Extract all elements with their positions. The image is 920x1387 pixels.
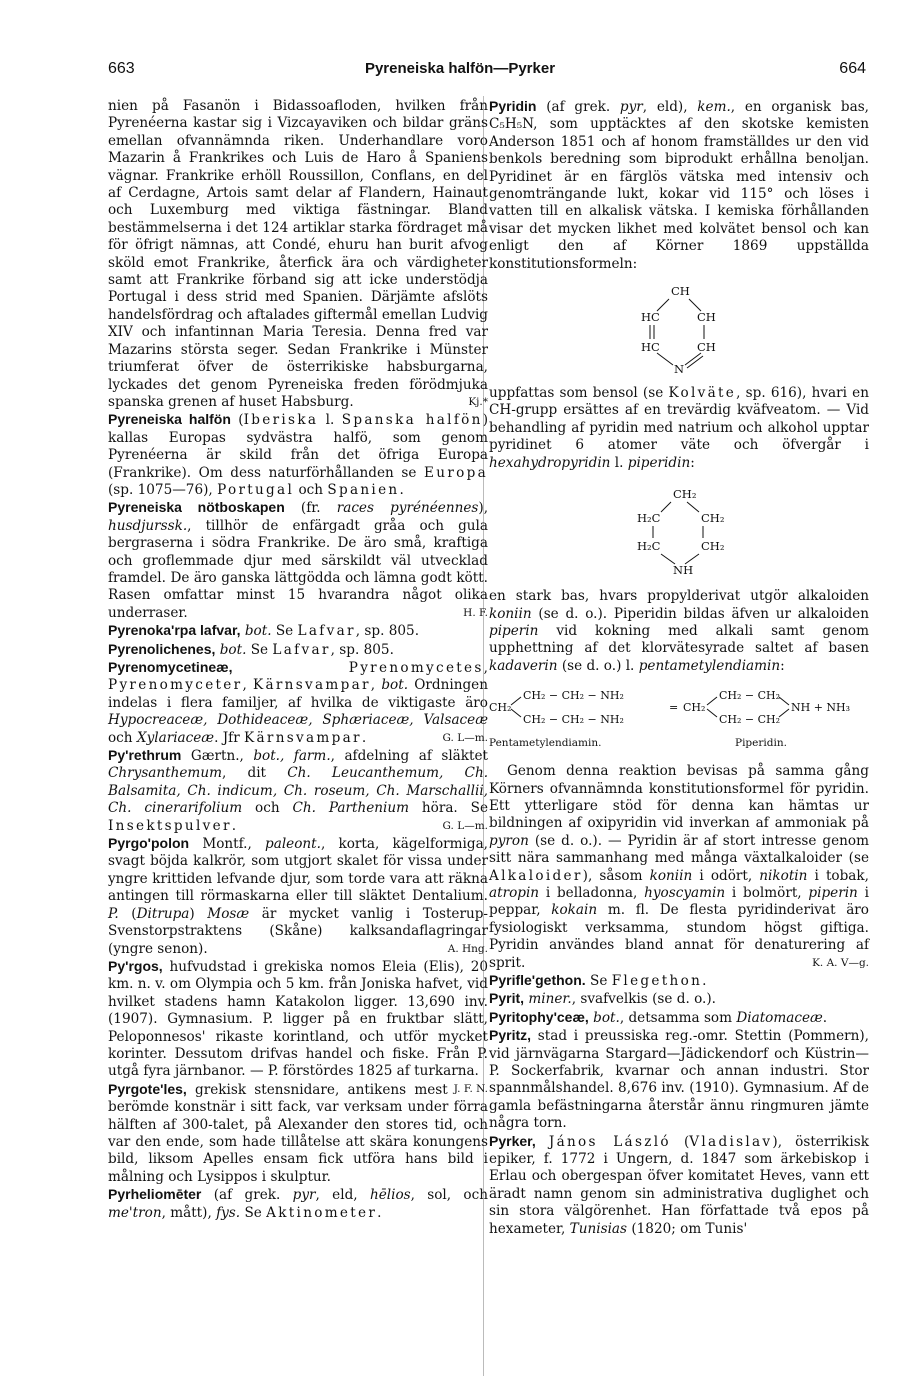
eq-equals: = (669, 701, 679, 715)
pip-atom-upper-left: H₂C (637, 511, 661, 526)
eq-right-upper: CH₂ − CH₂ (719, 689, 781, 703)
page-number-left: 663 (108, 60, 135, 77)
entry-pyrethrum: Py'rethrum Gærtn., bot., farm., afdelning af släktet Chrysanthemum, dit Ch. Leucanthemum, Ch. Balsamita, Ch. indicum, Ch. roseum, Ch. Marschallii, Ch. cinerarifolium och Ch. Parthenium höra. Se Insektspulver. G. L—m. (108, 747, 489, 834)
eq-left-prefix: CH₂ (489, 701, 512, 715)
left-column (108, 98, 488, 1222)
entry-pyrenomycetineae: Pyrenomycetineæ, Pyrenomycetes, Pyrenomyceter, Kärnsvampar, bot. Ordningen indelas i flera familjer, af hvilka de viktigaste äro Hypocreaceæ, Dothideaceæ, Sphæriaceæ, Valsaceæ och Xylariaceæ. Jfr Kärnsvampar. G. L—m. (108, 659, 488, 746)
entry-pyreneiska-halfon: Pyreneiska halfön (Iberiska l. Spanska halfön) kallas Europas sydvästra halfö, som genom Pyrenéerna är skild från det öfriga Europa (Frankrike). Om dess naturförhållanden se Europa (sp. 1075—76), Portugal och Spanien. (108, 411, 489, 498)
entry-pyritophyceae: Pyritophy'ceæ, bot., detsamma som Diatomaceæ. (489, 1008, 828, 1026)
page-number-right: 664 (839, 60, 866, 77)
pip-atom-bottom: NH (673, 563, 694, 578)
entry-pyrgos: Py'rgos, hufvudstad i grekiska nomos Eleia (Elis), 20 km. n. v. om Olympia och 5 km. från Joniska hafvet, vid hvilket stadens hamn Katakolon ligger. 13,690 inv. (1907). Gymnasium. P. ligger på en fruktbar slätt, Peloponnesos' rikaste korintland, och utför mycket korinter. Dessutom drifvas handel och fiske. Från P. utgå fyra järnbanor. — P. förstördes 1825 af turkarna. J. F. N. (108, 957, 488, 1095)
entry-pyrker: Pyrker, János László (Vladislav), österrikisk epiker, f. 1772 i Ungern, d. 1847 som ärkebiskop i Erlau och obergespan öfver komitatet Heves, vann ett äradt namn genom sin administrativa duglighet och sin stora välgörenhet. Han författade två epos på hexameter, Tunisias (1820; om Tunis' (489, 1132, 869, 1237)
entry-pyrgoteles: Pyrgote'les, grekisk stensnidare, antikens mest berömde konstnär i sitt fack, var verksam under förra hälften af 300-talet, på Alexander den stores tid, och var den ende, som hade tillåtelse att skära konungens bild, liksom Apelles ensam fick utföra hans bild i målning och Lysippos i skulptur. (108, 1080, 488, 1185)
ring-atom-upper-right: CH (697, 310, 716, 325)
pip-atom-top: CH₂ (673, 487, 697, 502)
ring-atom-top: CH (671, 284, 690, 299)
running-title: Pyreneiska halfön—Pyrker (364, 60, 556, 77)
entry-continuation: nien på Fasanön i Bidassoafloden, hvilken från Pyrenéerna kastar sig i Vizcayaviken och bildar gräns emellan ofvannämnda riken. Underhandlare voro Mazarin å Frankrikes och Luis de Haro å Spaniens vägnar. Frankrike erhöll Roussillon, Conflans, en del af Cerdagne, Artois samt delar af Flandern, Hainaut och Luxemburg med viktiga fästningar. Bland bestämmelserna i det 124 artiklar starka fördraget må för öfrigt nämnas, att Condé, ehuru han burit afvog sköld emot Frankrike, återfick ära och värdigheter samt att Frankrike förband sig att icke understödja Portugal i dess strid med Spanien. Därjämte afslöts handelsfördrag och aftalades giftermål emellan Ludvig XIV och infantinnan Maria Teresia. Denna fred var Mazarins största seger. Sedan Frankrike i Münster triumferat öfver de österrikiske habsburgarna, lyckades det genom Pyreneiska freden förödmjuka spanska grenen af huset Habsburg. Kj.* (108, 98, 488, 410)
eq-caption-right: Piperidin. (735, 737, 787, 750)
pyridine-ring-formula (489, 281, 869, 377)
pyridin-text-3: en stark bas, hvars propylderivat utgör alkaloiden koniin (se d. o.). Piperidin bildas äfven ur alkaloiden piperin vid kokning med alkali samt genom upphettning af det klorvätesyrade saltet af basen kadaverin (se d. o.) l. pentametylendiamin: (489, 588, 869, 674)
entry-pyrit: Pyrit, miner., svafvelkis (se d. o.). (489, 990, 716, 1008)
entry-pyritz: Pyritz, stad i preussiska reg.-omr. Stettin (Pommern), vid järnvägarna Stargard—Jädickendorf och Küstrin—P. Sockerfabrik, kvarnar och annan industri. Stor spannmålshandel. 8,676 inv. (1910). Gymnasium. Af de gamla befästningarna återstår ännu ringmuren jämte några torn. (489, 1027, 869, 1132)
entry-pyreneiska-notboskapen: Pyreneiska nötboskapen (fr. races pyrénéennes), husdjurssk., tillhör de enfärgadt gråa och gula bergraserna i södra Frankrike. De äro små, kraftiga och groflemmade djur med särskildt väl utvecklad framdel. De äro ganska lättgödda och lämna godt kött. Rasen omfattar minst 15 hvarandra något olika underraser. H. F. (108, 499, 489, 621)
pyridin-text-2: uppfattas som bensol (se Kolväte, sp. 616), hvari en CH-grupp ersättes af en trevärdig kväfveatom. — Vid behandling af pyridin med natrium och alkohol upptar pyridinet 6 atomer väte och öfvergår i hexahydropyridin l. piperidin: (489, 385, 869, 471)
entry-pyrheliometer: Pyrheliomēter (af grek. pyr, eld, hēlios, sol, och me'tron, mått), fys. Se Aktinometer. (108, 1186, 488, 1221)
entry-pyriflegethon: Pyrifle'gethon. Se Flegethon. (489, 972, 707, 989)
eq-right-prefix: CH₂ (683, 701, 706, 715)
piperidine-ring-formula (489, 480, 869, 580)
eq-left-upper: CH₂ − CH₂ − NH₂ (523, 689, 624, 703)
ring-atom-bottom: N (674, 362, 685, 377)
pip-atom-upper-right: CH₂ (701, 511, 725, 526)
eq-caption-left: Pentametylendiamin. (489, 737, 602, 750)
eq-right-suffix: NH + NH₃ (791, 701, 851, 715)
entry-pyrenokarpa-lafvar: Pyrenoka'rpa lafvar, bot. Se Lafvar, sp. 805. (108, 622, 420, 640)
pip-atom-lower-left: H₂C (637, 539, 661, 554)
ring-atom-lower-left: HC (641, 340, 660, 355)
page-header (0, 60, 920, 84)
ring-atom-upper-left: HC (641, 310, 660, 325)
pyridin-text-4: Genom denna reaktion bevisas på samma gång Körners ofvannämnda konstitutionsformel för pyridin. Ett ytterligare stöd för denna kan hämtas ur bildningen af oxipyridin vid inverkan af ammoniak på pyron (se d. o.). — Pyridin är af stort intresse genom sitt nära sammanhang med många växtalkaloider (se Alkaloider), såsom koniin i odört, nikotin i tobak, atropin i belladonna, hyoscyamin i bolmört, piperin i peppar, kokain m. fl. De flesta pyridinderivat äro fysiologiskt verksamma, stundom högst giftiga. Pyridin användes bland annat för denaturering af sprit. K. A. V—g. (489, 763, 870, 971)
entry-pyrgopolon: Pyrgo'polon Montf., paleont., korta, kägelformiga, svagt böjda kalkrör, som utgjort skalet för vissa under yngre krittiden lefvande djur, som torde vara att räkna antingen till rörmaskarna eller till släktet Dentalium. P. (Ditrupa) Mosæ är mycket vanlig i Tosterup-Svenstorpstraktens (Skåne) kalksandaflagringar (yngre senon). A. Hng. (108, 835, 489, 957)
entry-pyridin: Pyridin (af grek. pyr, eld), kem., en organisk bas, C₅H₅N, som upptäcktes af den skotske kemisten Anderson 1851 och af honom framställdes ur den vid benkols beredning som biprodukt erhållna benoljan. Pyridinet är en färglös vätska med intensiv och genomträngande lukt, kokar vid 115° och löses i vatten till en alkalisk vätska. I kemiska förhållanden visar det mycken likhet med kolvätet bensol och kan enligt den af Körner 1869 uppställda konstitutionsformeln: (489, 98, 869, 272)
reaction-equation (489, 683, 869, 755)
eq-left-lower: CH₂ − CH₂ − NH₂ (523, 713, 624, 727)
entry-pyrenolichenes: Pyrenolichenes, bot. Se Lafvar, sp. 805. (108, 640, 394, 658)
ring-atom-lower-right: CH (697, 340, 716, 355)
eq-right-lower: CH₂ − CH₂ (719, 713, 781, 727)
pip-atom-lower-right: CH₂ (701, 539, 725, 554)
right-column (489, 98, 869, 1238)
